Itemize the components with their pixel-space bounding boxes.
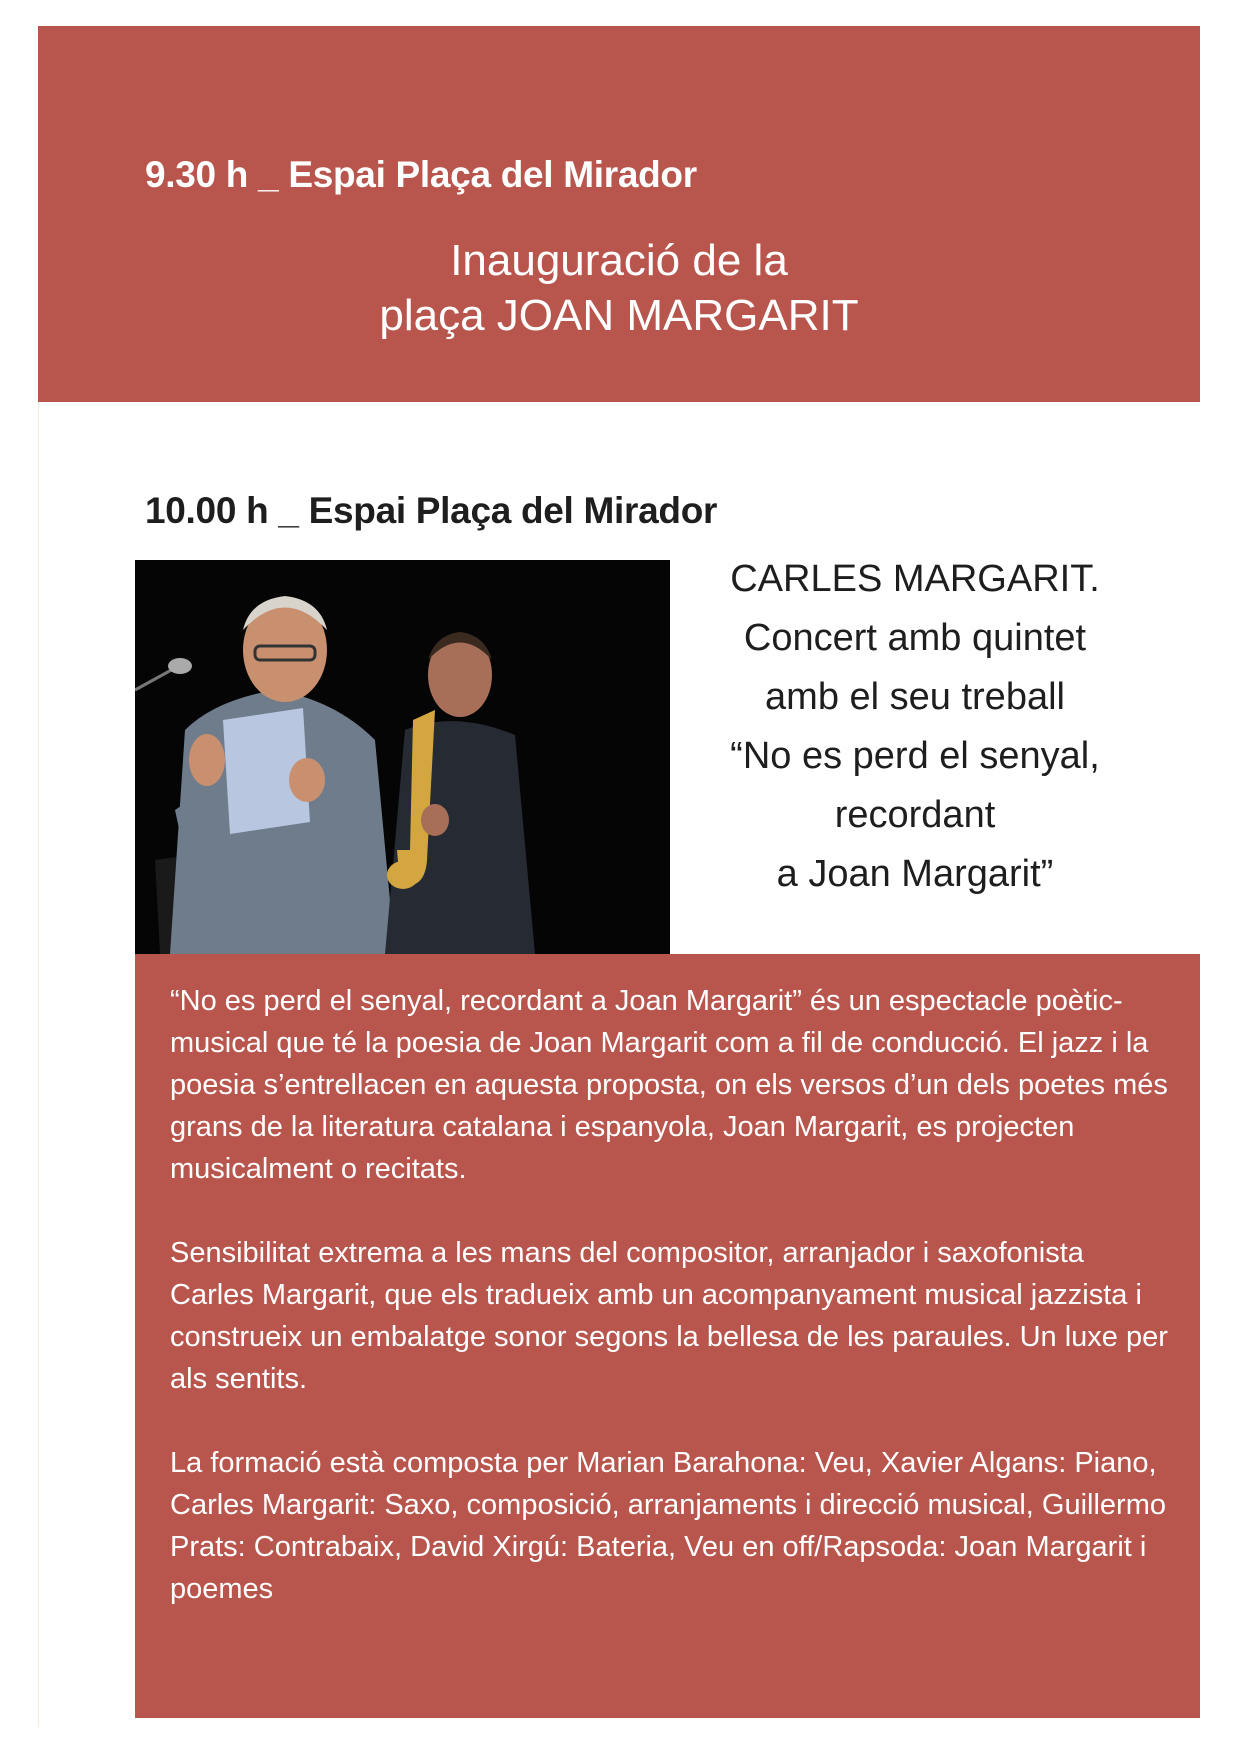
event1-title-line1: Inauguració de la — [450, 236, 788, 285]
event1-title — [38, 233, 1200, 343]
page-edge-line — [38, 402, 39, 1727]
event2-title-line: a Joan Margarit” — [776, 853, 1054, 895]
header-band — [38, 26, 1200, 402]
concert-photo — [135, 560, 670, 954]
event1-title-line2: plaça JOAN MARGARIT — [379, 291, 859, 340]
event2-title-line: CARLES MARGARIT. — [730, 558, 1100, 600]
event1-time-place: 9.30 h _ Espai Plaça del Mirador — [145, 154, 697, 195]
event2-title-line: “No es perd el senyal, — [730, 735, 1100, 777]
event2-time-place: 10.00 h _ Espai Plaça del Mirador — [145, 490, 718, 531]
event2-title-line: Concert amb quintet — [743, 617, 1087, 659]
description-paragraph: Sensibilitat extrema a les mans del compositor, arranjador i saxofonista Carles Margarit, que els tradueix amb un acompanyament musical jazzista i construeix un embalatge sonor segons la bellesa de les paraules. Un luxe per als sentits. — [170, 1237, 1168, 1395]
event2-title-line: recordant — [834, 794, 996, 836]
description-paragraph: “No es perd el senyal, recordant a Joan Margarit” és un espectacle poètic-musical que té la poesia de Joan Margarit com a fil de conducció. El jazz i la poesia s’entrellacen en aquesta proposta, on els versos d’un dels poetes més grans de la literatura catalana i espanyola, Joan Margarit, es projecten musicalment o recitats. — [170, 985, 1168, 1185]
description-paragraph: La formació està composta per Marian Barahona: Veu, Xavier Algans: Piano, Carles Margarit: Saxo, composició, arranjaments i direcció musical, Guillermo Prats: Contrabaix, David Xirgú: Bateria, Veu en off/Rapsoda: Joan Margarit i poemes — [170, 1447, 1166, 1605]
event2-title-line: amb el seu treball — [765, 676, 1065, 718]
event2-description — [170, 980, 1170, 1652]
event2-title — [680, 550, 1150, 904]
